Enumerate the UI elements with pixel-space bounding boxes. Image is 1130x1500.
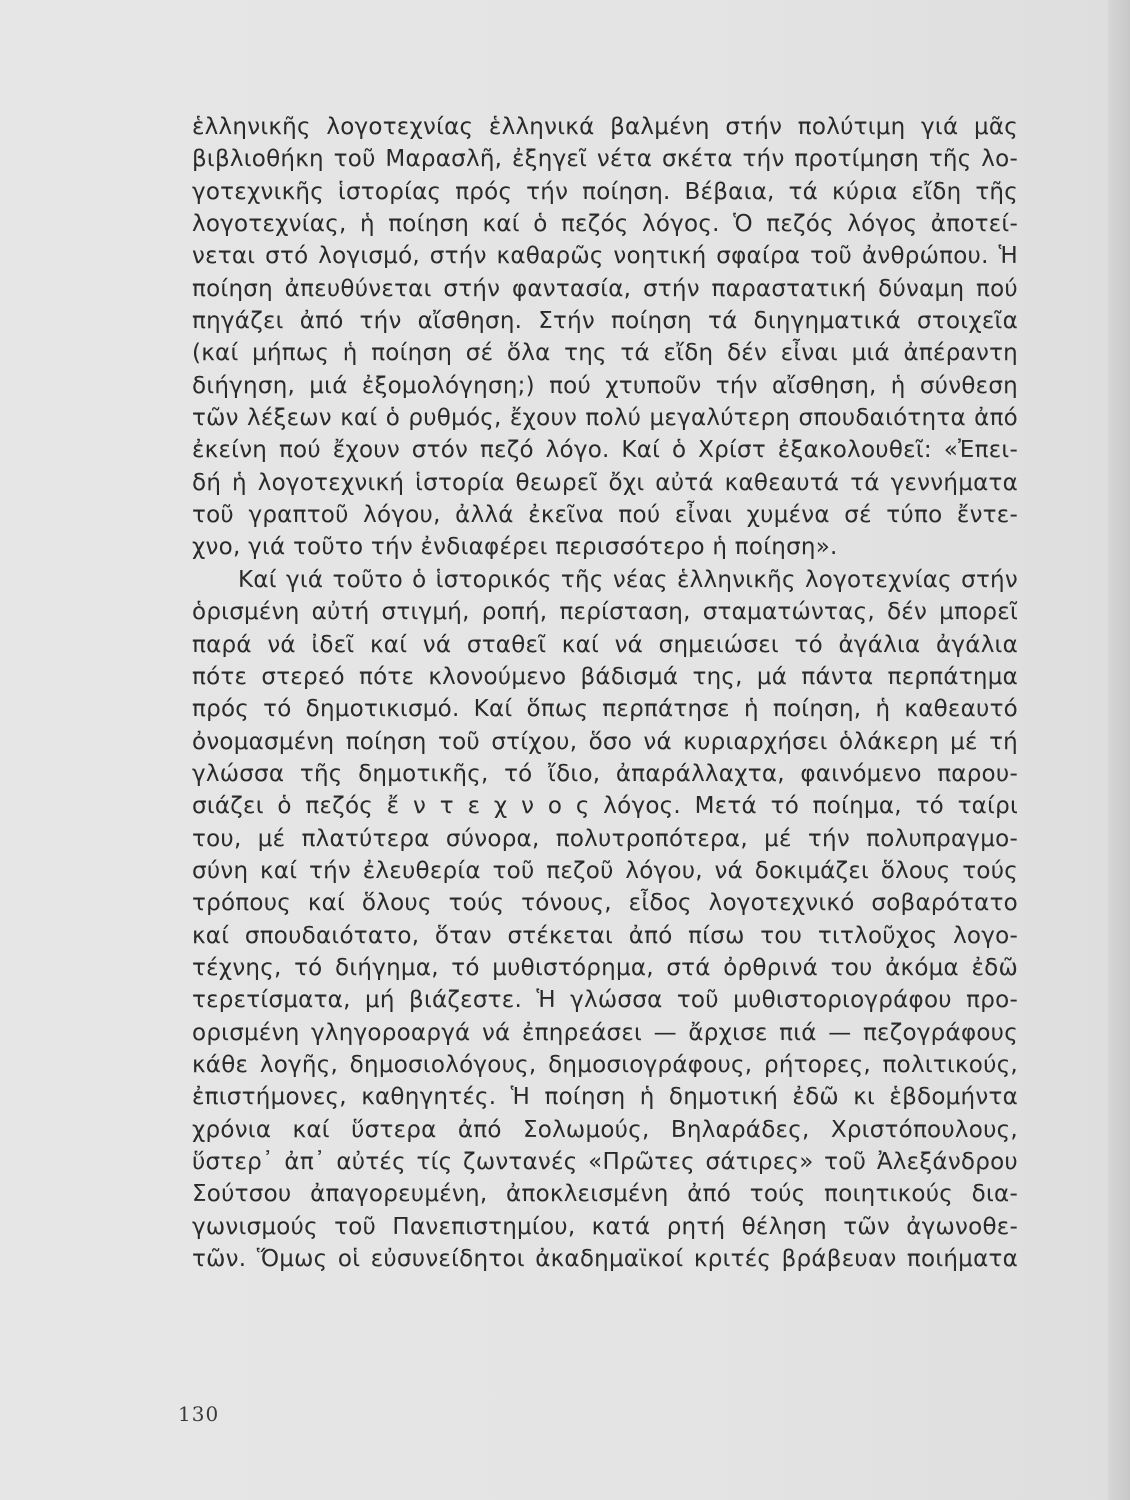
text-line: ἑλληνικῆς λογοτεχνίας ἑλληνικά βαλμένη στήν πολύτιμη γιά μᾶς [192, 114, 1018, 140]
text-line: πηγάζει ἀπό τήν αἴσθηση. Στήν ποίηση τά διηγηματικά στοιχεῖα [192, 308, 1018, 335]
text-line: τρόπους καί ὅλους τούς τόνους, εἶδος λογοτεχνικό σοβαρότατο [192, 890, 1018, 917]
text-line: τέχνης, τό διήγημα, τό μυθιστόρημα, στά ὀρθρινά του ἀκόμα ἐδῶ [192, 954, 1018, 981]
text-line: βιβλιοθήκη τοῦ Μαρασλῆ, ἐξηγεῖ νέτα σκέτα τήν προτίμηση τῆς λο- [192, 146, 1018, 173]
text-line: Σούτσου ἀπαγορευμένη, ἀποκλεισμένη ἀπό τούς ποιητικούς δια- [192, 1181, 1018, 1208]
text-line: ἐκείνη πού ἔχουν στόν πεζό λόγο. Καί ὁ Χρίστ ἐξακολουθεῖ: «Ἐπει- [192, 437, 1018, 464]
text-line: ποίηση ἀπευθύνεται στήν φαντασία, στήν παραστατική δύναμη πού [192, 275, 1018, 302]
text-line: ὕστερ᾽ ἀπ᾽ αὐτές τίς ζωντανές «Πρῶτες σάτιρες» τοῦ Ἀλεξάνδρου [192, 1149, 1018, 1175]
text-line: καί σπουδαιότατο, ὅταν στέκεται ἀπό πίσω του τιτλοῦχος λογο- [192, 922, 1018, 949]
text-line: ἐπιστήμονες, καθηγητές. Ἡ ποίηση ἡ δημοτική ἐδῶ κι ἑβδομήντα [192, 1084, 1018, 1111]
text-line: χνο, γιά τοῦτο τήν ἐνδιαφέρει περισσότερο ἡ ποίηση». [192, 534, 838, 561]
text-line: πότε στερεό πότε κλονούμενο βάδισμά της, μά πάντα περπάτημα [192, 663, 1018, 690]
text-line: παρά νά ἰδεῖ καί νά σταθεῖ καί νά σημειώσει τό ἀγάλια ἀγάλια [192, 631, 1018, 658]
text-line: κάθε λογῆς, δημοσιολόγους, δημοσιογράφους, ρήτορες, πολιτικούς, [192, 1051, 1018, 1078]
page-number: 130 [178, 1402, 220, 1426]
text-line: τῶν. Ὅμως οἱ εὐσυνείδητοι ἀκαδημαϊκοί κριτές βράβευαν ποιήματα [192, 1246, 1018, 1273]
text-line: (καί μήπως ἡ ποίηση σέ ὅλα της τά εἴδη δέν εἶναι μιά ἀπέραντη [192, 340, 1018, 367]
text-line: ὁρισμένη αὐτή στιγμή, ροπή, περίσταση, σταματώντας, δέν μπορεῖ [192, 599, 1018, 626]
text-line: τῶν λέξεων καί ὁ ρυθμός, ἔχουν πολύ μεγαλύτερη σπουδαιότητα ἀπό [192, 405, 1018, 432]
text-line: γλώσσα τῆς δημοτικῆς, τό ἴδιο, ἀπαράλλαχτα, φαινόμενο παρου- [192, 760, 1018, 787]
page-edge-shadow [1108, 0, 1130, 1500]
body-text [192, 111, 1018, 1275]
text-line: γοτεχνικῆς ἱστορίας πρός τήν ποίηση. Βέβαια, τά κύρια εἴδη τῆς [192, 178, 1018, 205]
text-line: του, μέ πλατύτερα σύνορα, πολυτροπότερα, μέ τήν πολυπραγμο- [192, 825, 1018, 852]
text-line: τερετίσματα, μή βιάζεστε. Ἡ γλώσσα τοῦ μυθιστοριογράφου προ- [192, 987, 1018, 1014]
text-line: διήγηση, μιά ἐξομολόγηση;) πού χτυποῦν τήν αἴσθηση, ἡ σύνθεση [192, 372, 1018, 399]
text-line: ορισμένη γληγοροαργά νά ἐπηρεάσει — ἄρχισε πιά — πεζογράφους [192, 1019, 1018, 1046]
text-line: νεται στό λογισμό, στήν καθαρῶς νοητική σφαίρα τοῦ ἀνθρώπου. Ἡ [192, 243, 1018, 270]
text-line: πρός τό δημοτικισμό. Καί ὅπως περπάτησε ἡ ποίηση, ἡ καθεαυτό [192, 696, 1018, 723]
text-line: γωνισμούς τοῦ Πανεπιστημίου, κατά ρητή θέληση τῶν ἀγωνοθε- [192, 1213, 1018, 1240]
text-line: ὀνομασμένη ποίηση τοῦ στίχου, ὅσο νά κυριαρχήσει ὁλάκερη μέ τή [192, 728, 1018, 755]
text-line: χρόνια καί ὕστερα ἀπό Σολωμούς, Βηλαράδες, Χριστόπουλους, [192, 1116, 1018, 1143]
text-line: σιάζει ὁ πεζός ἔ ν τ ε χ ν ο ς λόγος. Μετά τό ποίημα, τό ταίρι [192, 793, 1018, 820]
text-line: λογοτεχνίας, ἡ ποίηση καί ὁ πεζός λόγος. Ὁ πεζός λόγος ἀποτεί- [192, 211, 1018, 238]
text-line: δή ἡ λογοτεχνική ἱστορία θεωρεῖ ὄχι αὐτά καθεαυτά τά γεννήματα [192, 469, 1018, 496]
text-line: σύνη καί τήν ἐλευθερία τοῦ πεζοῦ λόγου, νά δοκιμάζει ὅλους τούς [192, 857, 1018, 884]
text-line: τοῦ γραπτοῦ λόγου, ἀλλά ἐκεῖνα πού εἶναι χυμένα σέ τύπο ἔντε- [192, 502, 1018, 529]
text-line: Καί γιά τοῦτο ὁ ἱστορικός τῆς νέας ἑλληνικῆς λογοτεχνίας στήν [238, 566, 1018, 593]
